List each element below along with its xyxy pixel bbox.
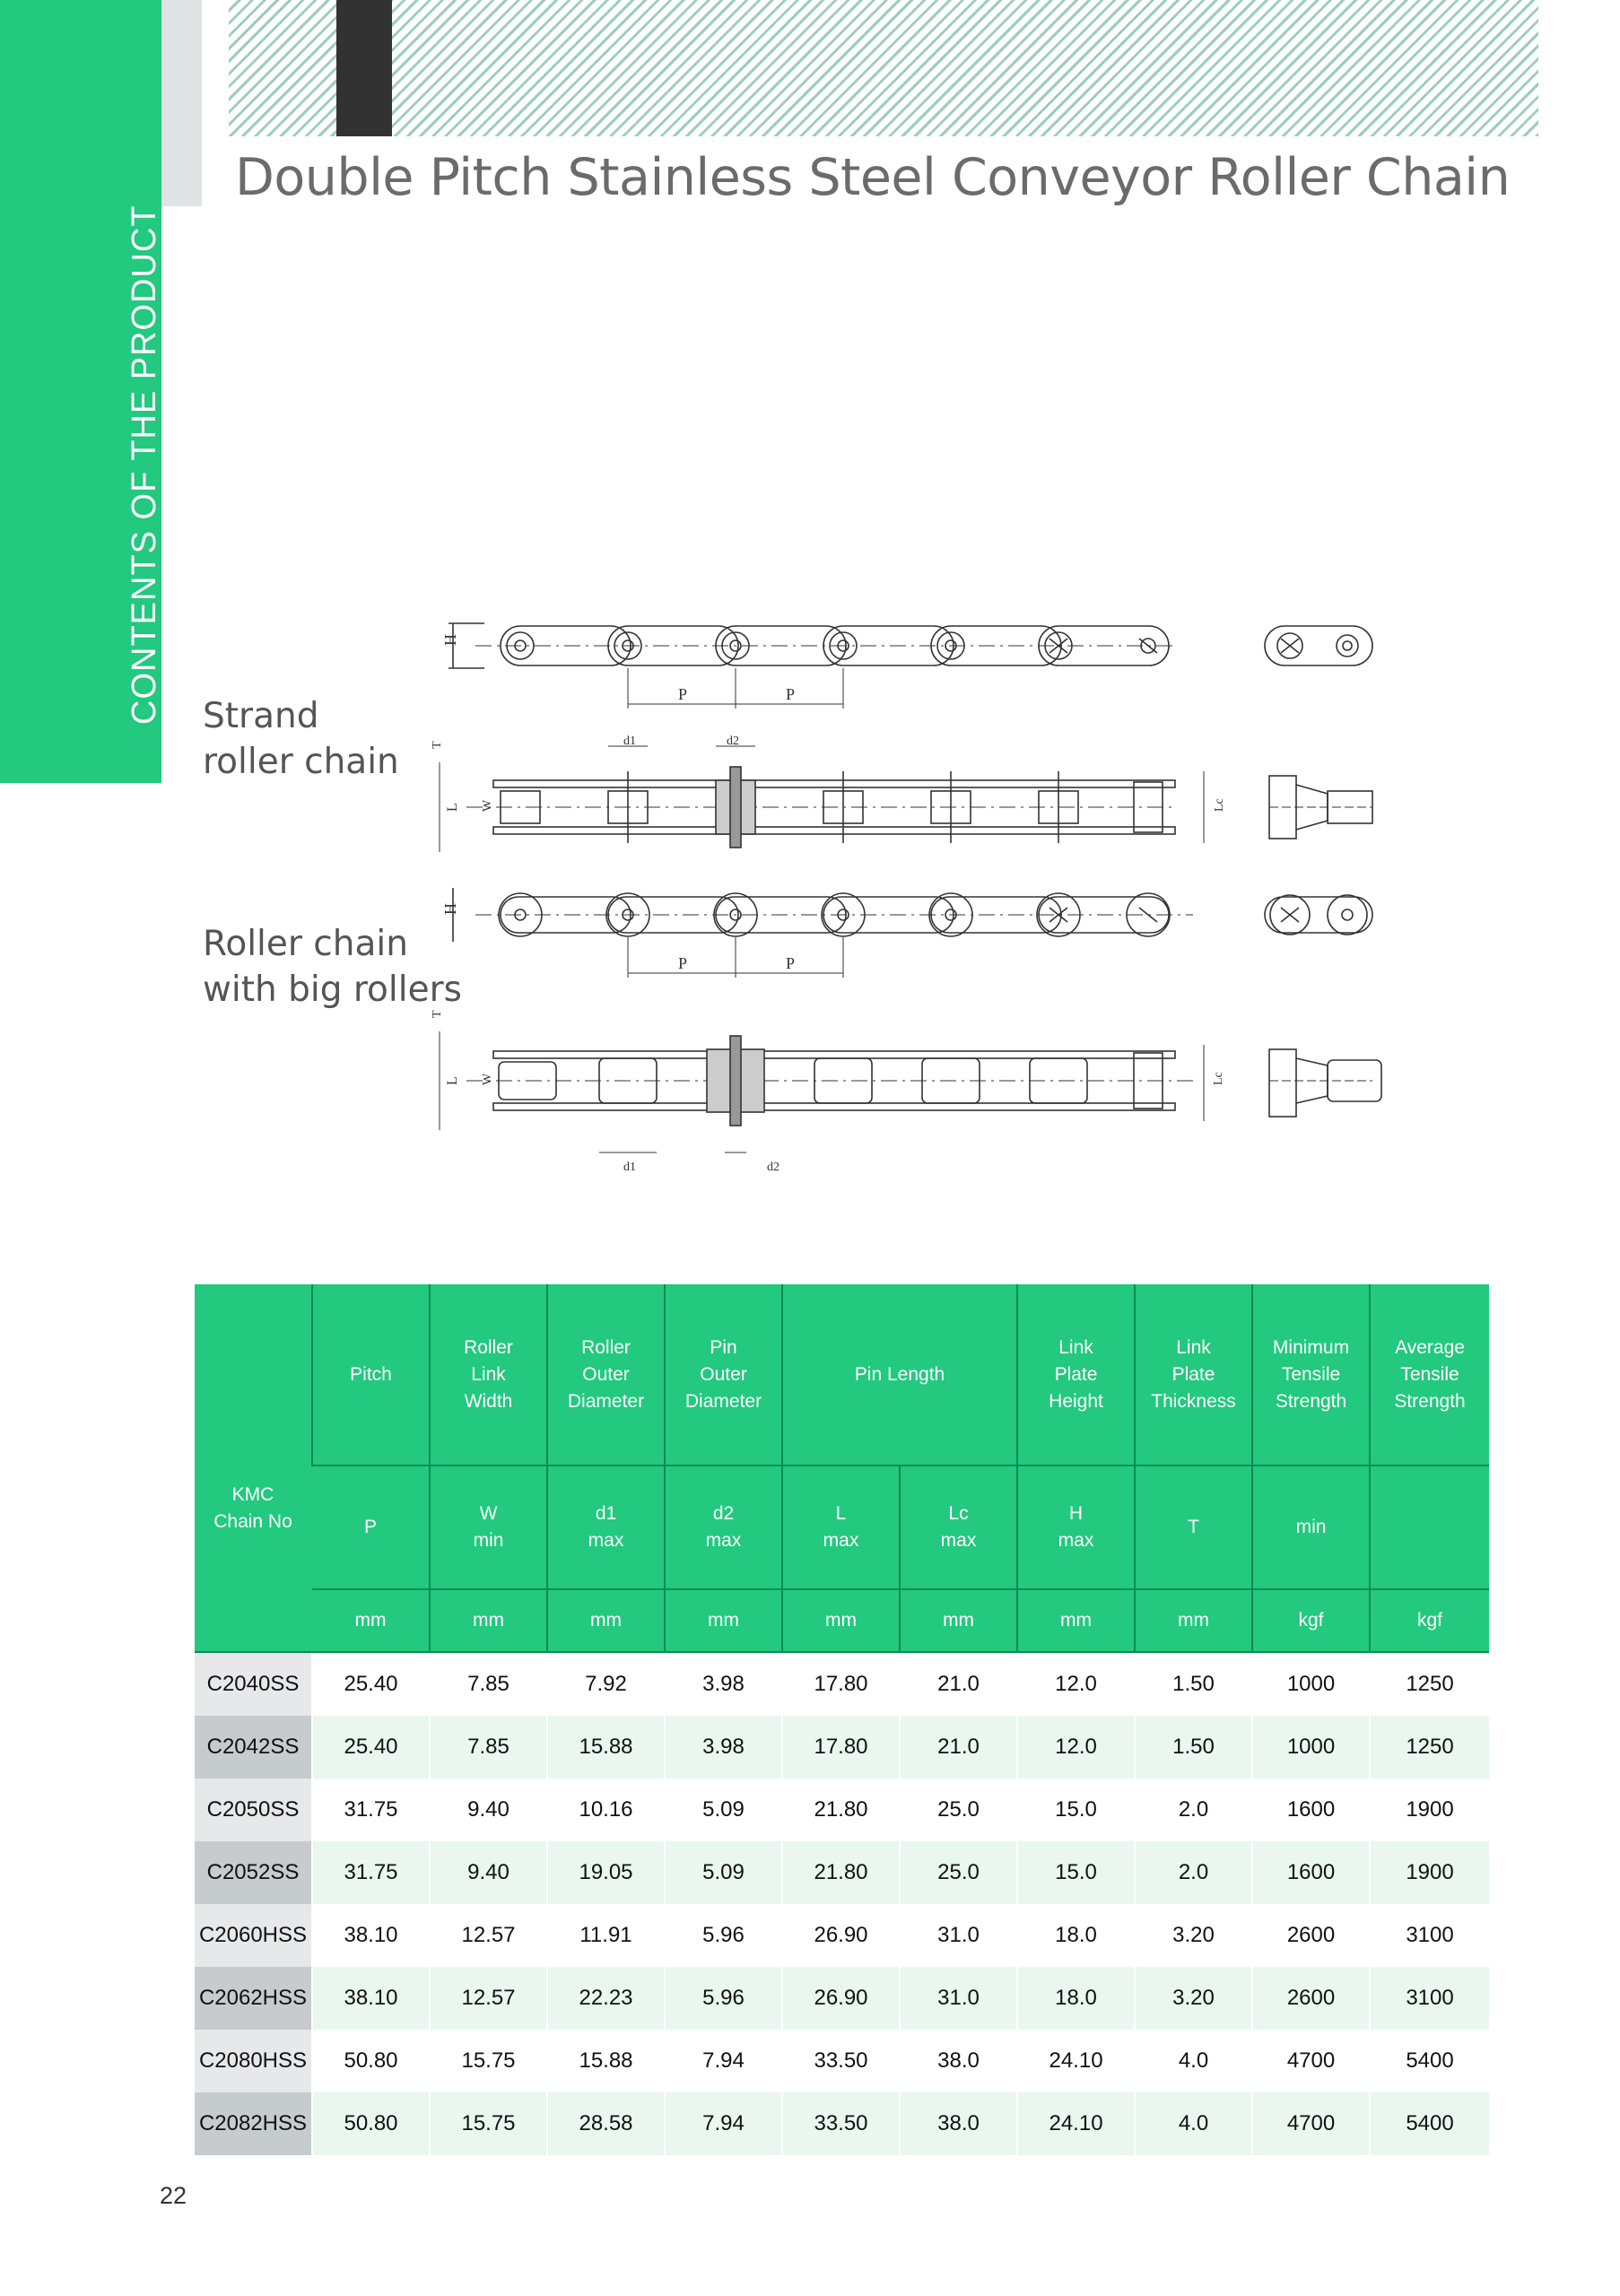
dim-P-strand-2: P [786, 685, 796, 703]
table-row [195, 1904, 1489, 1967]
unit-cell: mm [312, 1589, 430, 1652]
table-cell: 3100 [1370, 1904, 1489, 1967]
table-cell: 38.0 [900, 2030, 1017, 2092]
col-header-pitch: Pitch [312, 1284, 430, 1465]
header-row-symbols [195, 1465, 1489, 1589]
table-cell: 5400 [1370, 2092, 1489, 2155]
table-cell: 4700 [1252, 2030, 1370, 2092]
dim-W-strand: W [481, 799, 494, 812]
table-cell: 26.90 [782, 1904, 900, 1967]
table-cell: 4700 [1252, 2092, 1370, 2155]
big-roller-label-line1: Roller chain [203, 924, 408, 964]
sidebar-section-label: CONTENTS OF THE PRODUCT [126, 204, 163, 725]
table-cell: 7.85 [430, 1716, 547, 1779]
table-cell: 2600 [1252, 1967, 1370, 2030]
dim-T-big: T [431, 1010, 444, 1018]
table-cell: 21.80 [782, 1779, 900, 1841]
sym-T: T [1135, 1465, 1252, 1589]
col-header-avg-tensile: Average Tensile Strength [1370, 1284, 1489, 1465]
table-cell: 25.0 [900, 1779, 1017, 1841]
table-row [195, 1841, 1489, 1904]
table-cell: 1600 [1252, 1779, 1370, 1841]
table-cell: 24.10 [1017, 2030, 1135, 2092]
table-cell: 25.40 [312, 1652, 430, 1716]
dim-L-big: L [445, 1076, 460, 1085]
chain-no-cell: C2050SS [195, 1779, 312, 1841]
col-header-min-tensile: Minimum Tensile Strength [1252, 1284, 1370, 1465]
table-cell: 5400 [1370, 2030, 1489, 2092]
unit-cell: mm [1135, 1589, 1252, 1652]
table-cell: 50.80 [312, 2030, 430, 2092]
chain-no-cell: C2080HSS [195, 2030, 312, 2092]
table-row [195, 1779, 1489, 1841]
table-cell: 2.0 [1135, 1779, 1252, 1841]
sym-L: L max [782, 1465, 900, 1589]
table-cell: 15.75 [430, 2092, 547, 2155]
dim-L-strand: L [445, 803, 460, 812]
col-header-chain-no: KMC Chain No [195, 1284, 312, 1652]
chain-no-cell: C2052SS [195, 1841, 312, 1904]
table-cell: 4.0 [1135, 2092, 1252, 2155]
table-cell: 12.57 [430, 1967, 547, 2030]
dim-H-big: H [441, 903, 459, 915]
table-cell: 5.09 [665, 1779, 782, 1841]
table-cell: 38.0 [900, 2092, 1017, 2155]
header-hatch-banner [229, 0, 1538, 136]
col-header-pin-length: Pin Length [782, 1284, 1017, 1465]
table-cell: 38.10 [312, 1967, 430, 2030]
table-cell: 1900 [1370, 1841, 1489, 1904]
sidebar-gray-tab [161, 0, 202, 206]
table-cell: 21.0 [900, 1716, 1017, 1779]
table-cell: 3.98 [665, 1716, 782, 1779]
table-cell: 5.96 [665, 1904, 782, 1967]
dim-d1-strand: d1 [623, 735, 636, 748]
big-roller-side-view [441, 888, 1193, 978]
table-row [195, 2030, 1489, 2092]
table-cell: 1250 [1370, 1652, 1489, 1716]
header-row-names [195, 1284, 1489, 1465]
table-cell: 12.0 [1017, 1716, 1135, 1779]
header-row-units [195, 1589, 1489, 1652]
table-cell: 2.0 [1135, 1841, 1252, 1904]
table-cell: 12.57 [430, 1904, 547, 1967]
table-cell: 3.20 [1135, 1967, 1252, 2030]
table-cell: 3.20 [1135, 1904, 1252, 1967]
chain-no-cell: C2060HSS [195, 1904, 312, 1967]
table-row [195, 1716, 1489, 1779]
dim-T-strand: T [431, 741, 444, 749]
table-cell: 5.96 [665, 1967, 782, 2030]
header-dark-block [336, 0, 392, 136]
chain-technical-drawing [431, 592, 1453, 1175]
table-cell: 26.90 [782, 1967, 900, 2030]
sym-P: P [312, 1465, 430, 1589]
sym-d1: d1 max [547, 1465, 665, 1589]
dim-W-big: W [481, 1073, 494, 1085]
table-cell: 31.0 [900, 1967, 1017, 2030]
dim-Lc-big: Lc [1212, 1072, 1225, 1085]
sym-avg [1370, 1465, 1489, 1589]
strand-label-line1: Strand [203, 696, 319, 736]
col-header-roller-outer-diameter: Roller Outer Diameter [547, 1284, 665, 1465]
table-cell: 1000 [1252, 1716, 1370, 1779]
page-number: 22 [160, 2182, 187, 2209]
sym-H: H max [1017, 1465, 1135, 1589]
strand-label-line2: roller chain [203, 742, 399, 782]
table-cell: 19.05 [547, 1841, 665, 1904]
sym-min: min [1252, 1465, 1370, 1589]
dim-P-big-2: P [786, 954, 796, 972]
table-cell: 15.88 [547, 2030, 665, 2092]
chain-no-cell: C2062HSS [195, 1967, 312, 2030]
table-cell: 17.80 [782, 1652, 900, 1716]
table-cell: 15.88 [547, 1716, 665, 1779]
strand-attachment-top [1269, 776, 1372, 839]
dim-H-strand: H [441, 634, 459, 646]
big-roller-chain-label [203, 921, 462, 1013]
unit-cell: kgf [1370, 1589, 1489, 1652]
table-cell: 38.10 [312, 1904, 430, 1967]
sym-W: W min [430, 1465, 547, 1589]
table-cell: 1250 [1370, 1716, 1489, 1779]
table-cell: 10.16 [547, 1779, 665, 1841]
table-cell: 18.0 [1017, 1967, 1135, 2030]
table-cell: 1600 [1252, 1841, 1370, 1904]
unit-cell: mm [1017, 1589, 1135, 1652]
table-row [195, 2092, 1489, 2155]
spec-table-body [195, 1652, 1489, 2155]
dim-P-big-1: P [678, 954, 688, 972]
table-cell: 5.09 [665, 1841, 782, 1904]
table-cell: 33.50 [782, 2030, 900, 2092]
big-roller-top-view [431, 1010, 1225, 1174]
unit-cell: mm [782, 1589, 900, 1652]
strand-top-view [431, 735, 1226, 852]
table-cell: 21.80 [782, 1841, 900, 1904]
table-row [195, 1652, 1489, 1716]
table-cell: 1.50 [1135, 1652, 1252, 1716]
table-cell: 50.80 [312, 2092, 430, 2155]
strand-roller-chain-label [203, 693, 399, 785]
table-cell: 7.94 [665, 2092, 782, 2155]
table-cell: 28.58 [547, 2092, 665, 2155]
strand-attachment-side [1265, 626, 1372, 665]
table-cell: 31.75 [312, 1841, 430, 1904]
table-cell: 18.0 [1017, 1904, 1135, 1967]
table-cell: 11.91 [547, 1904, 665, 1967]
table-cell: 25.0 [900, 1841, 1017, 1904]
chain-no-cell: C2040SS [195, 1652, 312, 1716]
table-cell: 1.50 [1135, 1716, 1252, 1779]
table-cell: 21.0 [900, 1652, 1017, 1716]
chain-no-cell: C2042SS [195, 1716, 312, 1779]
col-header-link-plate-thickness: Link Plate Thickness [1135, 1284, 1252, 1465]
big-roller-attachment-side [1265, 895, 1372, 935]
spec-table-head [195, 1284, 1489, 1652]
table-cell: 2600 [1252, 1904, 1370, 1967]
unit-cell: kgf [1252, 1589, 1370, 1652]
big-roller-attachment-top [1269, 1049, 1381, 1117]
table-cell: 15.0 [1017, 1841, 1135, 1904]
chain-no-cell: C2082HSS [195, 2092, 312, 2155]
unit-cell: mm [547, 1589, 665, 1652]
table-cell: 9.40 [430, 1779, 547, 1841]
table-cell: 1900 [1370, 1779, 1489, 1841]
sym-d2: d2 max [665, 1465, 782, 1589]
spec-table [195, 1284, 1489, 2155]
table-cell: 7.85 [430, 1652, 547, 1716]
table-cell: 3100 [1370, 1967, 1489, 2030]
table-cell: 15.75 [430, 2030, 547, 2092]
unit-cell: mm [430, 1589, 547, 1652]
unit-cell: mm [900, 1589, 1017, 1652]
table-cell: 7.92 [547, 1652, 665, 1716]
table-cell: 12.0 [1017, 1652, 1135, 1716]
dim-Lc-strand: Lc [1213, 798, 1226, 812]
big-roller-label-line2: with big rollers [203, 970, 462, 1010]
page-title: Double Pitch Stainless Steel Conveyor Roller Chain [235, 148, 1511, 207]
table-cell: 22.23 [547, 1967, 665, 2030]
table-cell: 31.75 [312, 1779, 430, 1841]
col-header-roller-link-width: Roller Link Width [430, 1284, 547, 1465]
col-header-link-plate-height: Link Plate Height [1017, 1284, 1135, 1465]
sym-Lc: Lc max [900, 1465, 1017, 1589]
col-header-pin-outer-diameter: Pin Outer Diameter [665, 1284, 782, 1465]
table-cell: 15.0 [1017, 1779, 1135, 1841]
table-cell: 9.40 [430, 1841, 547, 1904]
dim-P-strand-1: P [678, 685, 688, 703]
table-cell: 25.40 [312, 1716, 430, 1779]
table-cell: 7.94 [665, 2030, 782, 2092]
unit-cell: mm [665, 1589, 782, 1652]
table-row [195, 1967, 1489, 2030]
table-cell: 33.50 [782, 2092, 900, 2155]
dim-d1-big: d1 [623, 1161, 636, 1174]
strand-side-view [441, 623, 1175, 709]
table-cell: 1000 [1252, 1652, 1370, 1716]
table-cell: 31.0 [900, 1904, 1017, 1967]
table-cell: 3.98 [665, 1652, 782, 1716]
dim-d2-strand: d2 [727, 735, 739, 748]
table-cell: 17.80 [782, 1716, 900, 1779]
table-cell: 24.10 [1017, 2092, 1135, 2155]
table-cell: 4.0 [1135, 2030, 1252, 2092]
dim-d2-big: d2 [767, 1161, 780, 1174]
